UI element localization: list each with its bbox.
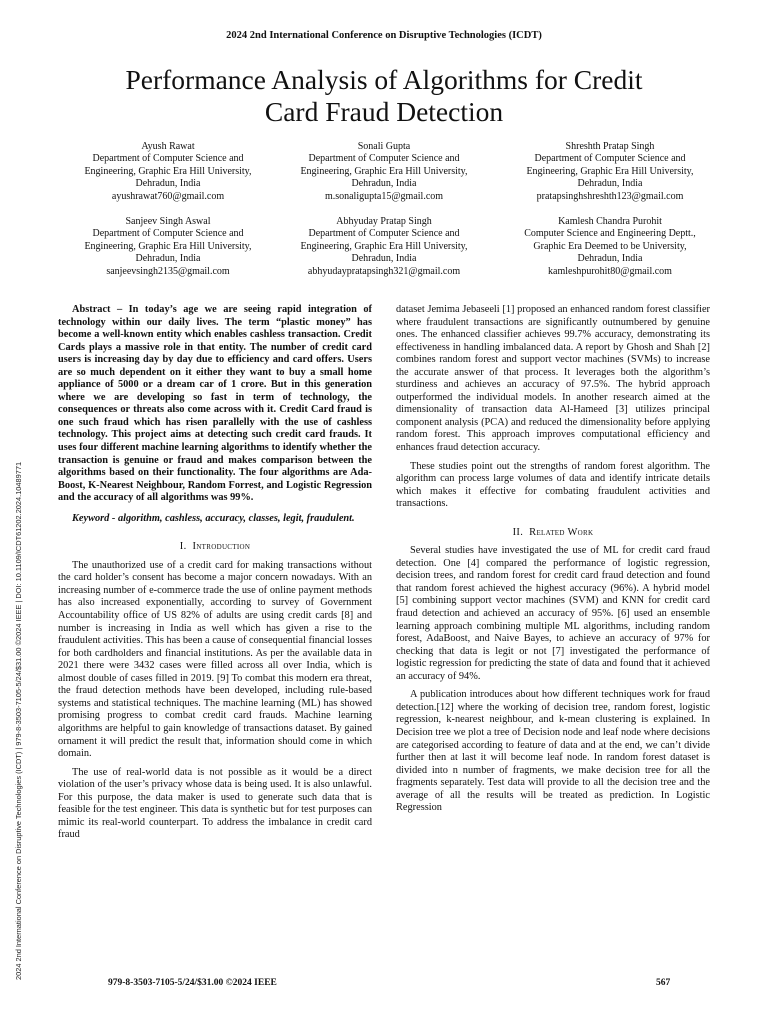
section-number: I. [179, 541, 187, 553]
author-affiliation: Engineering, Graphic Era Hill University, [300, 240, 468, 252]
intro-paragraph: The use of real-world data is not possible as it would be a direct violation of the user’s privacy whose data is being used. It is also unlawful. For this purpose, the data maker is used to generate such data that is feasible for the test engineer. This data is synthetic but for test purposes can mimic its real-world counterpart. To address the imbalance in credit card fraud [58, 766, 372, 841]
author-affiliation: Graphic Era Deemed to be University, [533, 240, 687, 252]
paper-title [60, 64, 708, 128]
author-email: pratapsinghshreshth123@gmail.com [536, 190, 684, 202]
doi-sidebar: 2024 2nd International Conference on Disruptive Technologies (ICDT) | 979-8-3503-7105-5/24/$31.00 ©2024 IEEE | DOI: 10.1109/ICDT61202.2024.10489771 [14, 461, 23, 980]
section-number: II. [512, 526, 524, 538]
author-email: sanjeevsingh2135@gmail.com [106, 265, 230, 277]
author-affiliation: Computer Science and Engineering Deptt., [524, 228, 696, 240]
author-block [270, 141, 498, 203]
author-email: m.sonaligupta15@gmail.com [324, 190, 444, 202]
section-heading-related-work [396, 527, 710, 540]
left-column [58, 304, 372, 848]
title-line-1: Performance Analysis of Algorithms for Credit [125, 64, 643, 95]
author-block [496, 141, 724, 203]
author-affiliation: Engineering, Graphic Era Hill University, [84, 240, 252, 252]
author-affiliation: Engineering, Graphic Era Hill University, [84, 165, 252, 177]
author-affiliation: Engineering, Graphic Era Hill University, [300, 165, 468, 177]
author-affiliation: Dehradun, India [135, 253, 201, 265]
related-paragraph: A publication introduces about how different techniques work for fraud detection.[12] where the working of decision tree, random forest, logistic regression, k-nearest neighbour, and k-mean clustering is explained. In Decision tree we plot a tree of Decision node and leaf node where decisions are categorised according to feature of data and at the end, we can’t divide further then at last it will become leaf node. In random forest dataset is divided into n number of fragments, we make decision tree for all the fragments separately. Test data will provide to all the decision tree and the average of all the results will be treated as prediction. In Logistic Regression [396, 689, 710, 814]
body-paragraph: dataset Jemima Jebaseeli [1] proposed an enhanced random forest classifier where fraudulent transactions are significantly outnumbered by genuine ones. The enhanced classifier achieves 99.7% accuracy, demonstrating its effectiveness in handling imbalanced data. A report by Ghosh and Shah [2] combines random forest and support vector machines (SVMs) to increase the accurate answer of that process. It leverages both the algorithm’s sturdiness and achieves an accuracy of 97.5%. The hybrid approach outperformed the individual models. In another research aimed at the dimensionality of transaction data Al-Hameed [3] utilizes principal component analysis (PCA) and reduced the dimensionality before applying random forest. This approach improves computational efficiency and enhances fraud detection accuracy. [396, 304, 710, 454]
author-name: Kamlesh Chandra Purohit [558, 216, 662, 227]
body-paragraph: These studies point out the strengths of random forest algorithm. The algorithm can process large volumes of data and identify intricate details which makes it effective for combating fraudulent activities and transactions. [396, 460, 710, 510]
author-affiliation: Dehradun, India [577, 178, 643, 190]
author-affiliation: Department of Computer Science and [308, 153, 460, 165]
author-email: abhyudaypratapsingh321@gmail.com [307, 265, 461, 277]
author-block [496, 216, 724, 278]
author-affiliation: Dehradun, India [577, 253, 643, 265]
author-name: Sanjeev Singh Aswal [125, 216, 211, 227]
author-affiliation: Dehradun, India [351, 253, 417, 265]
author-name: Shreshth Pratap Singh [565, 141, 655, 152]
author-affiliation: Department of Computer Science and [92, 153, 244, 165]
section-heading-introduction [58, 541, 372, 554]
intro-paragraph: The unauthorized use of a credit card for making transactions without the card holder’s consent has become a major concern nowadays. With an increasing number of e-commerce trade the use of online payment methods has also increased exponentially, according to survey of Government Accountability office of US 82% of adults are using credit cards [8] and number is increasing in India as well which has given a rise to the fraudulent activities. This has been a cause of consequential financial losses for both cardholders and financial institutions. As per the available data in 2021 there were 3432 cases were filled across all over India, which is almost double of cases filled in 2019. [9] To combat this modern era threat, the fraud detection methods have been developed, including rule-based systems and statistical techniques. The machine learning (ML) has showed promising progress to combat credit card frauds. Machine learning algorithms are helpful to gain knowledge of transactions dataset. By gained ornament it will predict the result that, information should come in which domain. [58, 559, 372, 760]
author-affiliation: Department of Computer Science and [92, 228, 244, 240]
title-line-2: Card Fraud Detection [264, 96, 504, 127]
author-name: Ayush Rawat [141, 141, 195, 152]
author-affiliation: Dehradun, India [135, 178, 201, 190]
author-name: Sonali Gupta [357, 141, 411, 152]
author-email: ayushrawat760@gmail.com [111, 190, 225, 202]
conference-header: 2024 2nd International Conference on Disruptive Technologies (ICDT) [226, 30, 542, 41]
author-email: kamleshpurohit80@gmail.com [548, 265, 672, 277]
author-block [54, 141, 282, 203]
related-paragraph: Several studies have investigated the use of ML for credit card fraud detection. One [4] compared the performance of logistic regression, decision trees, and random forest for credit card fraud detection and found that random forest achieved the highest accuracy (96%). A hybrid model [5] combining support vector machines (SVM) and KNN for credit card fraud detection and achieved an accuracy of 95%. [6] used an ensemble learning approach combining multiple ML algorithms, including random forest, AdaBoost, and Naive Bayes, to achieve an accuracy of 97% for checking that data is legit or not [7] investigated the performance of logistic regression for predicting the state of data and found that it achieved an accuracy of 94%. [396, 545, 710, 682]
author-block [54, 216, 282, 278]
author-name: Abhyuday Pratap Singh [336, 216, 432, 227]
footer-isbn: 979-8-3503-7105-5/24/$31.00 ©2024 IEEE [108, 978, 277, 988]
section-title: Related Work [529, 526, 594, 538]
section-title: Introduction [192, 541, 251, 553]
author-affiliation: Engineering, Graphic Era Hill University, [526, 165, 694, 177]
page-number: 567 [656, 978, 671, 988]
author-affiliation: Department of Computer Science and [534, 153, 686, 165]
author-block [270, 216, 498, 278]
keywords: Keyword - algorithm, cashless, accuracy, classes, legit, fraudulent. [72, 512, 355, 524]
abstract: Abstract – In today’s age we are seeing rapid integration of technology within our daily lives. The term “plastic money” has become a well-known entity which enables cashless transaction. Credit Cards plays a massive role in that entity. The number of credit card users is increasing day by day due to efficiency and card offers. Users are so much dependent on it either they want to buy a small home appliance of 5000 or a dream car of 1 crore. But in this generation where we are developing so fast in term of technology, the consequences or threats also come across with it. Credit Card fraud is one such fraud which has risen parallelly with the use of cashless technology. This project aims at detecting such credit card frauds. It uses four different machine learning algorithms to identify whether the transaction is genuine or fraud and makes comparison between the algorithms based on their functionality. The four algorithms are Ada-Boost, K-Nearest Neighbour, Random Forrest, and Logistic Regression and the accuracy of all algorithms was 99%. [58, 304, 372, 504]
right-column [396, 304, 710, 821]
author-affiliation: Dehradun, India [351, 178, 417, 190]
author-affiliation: Department of Computer Science and [308, 228, 460, 240]
